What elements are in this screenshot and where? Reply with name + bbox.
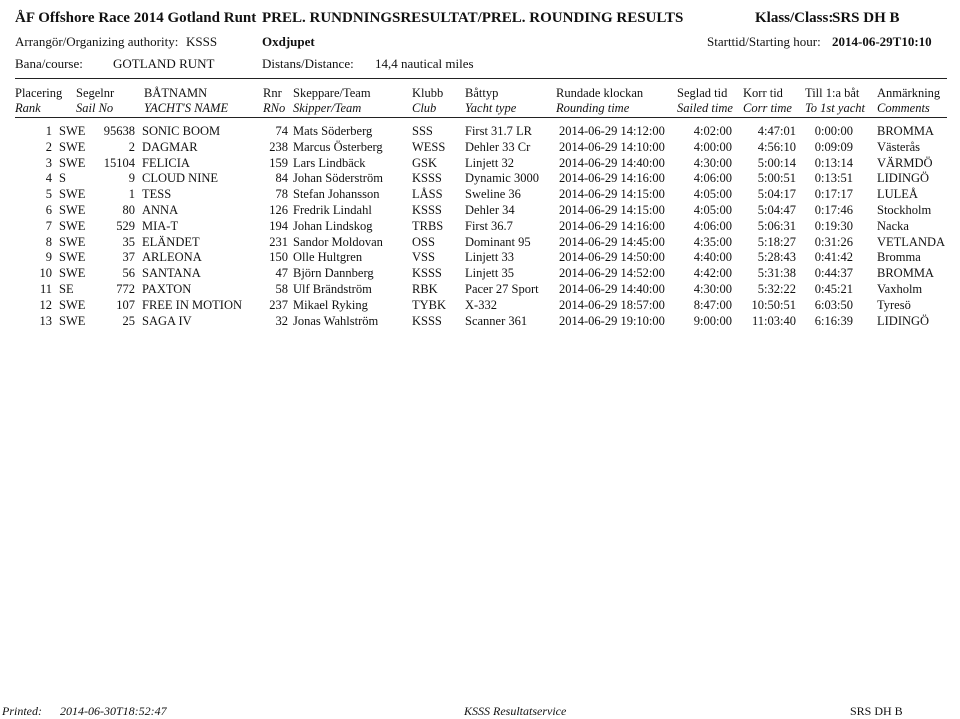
table-row <box>0 266 960 282</box>
cell-name: SONIC BOOM <box>142 124 221 138</box>
cell-comment: BROMMA <box>877 124 934 138</box>
column-divider <box>15 117 947 118</box>
cell-sailed: 4:00:00 <box>693 139 732 154</box>
column-heading-sv: Båttyp <box>465 86 499 100</box>
cell-to-first: 0:17:17 <box>814 187 853 202</box>
cell-club: TYBK <box>412 297 447 312</box>
cell-rank: 5 <box>45 187 52 202</box>
cell-to-first: 0:41:42 <box>814 250 853 265</box>
cell-type: Dominant 95 <box>465 234 531 249</box>
cell-sail: 772 <box>116 282 135 296</box>
cell-corr: 5:04:17 <box>757 187 796 202</box>
cell-rank: 2 <box>45 139 52 154</box>
cell-to-first: 0:13:14 <box>814 155 853 170</box>
cell-sailed: 8:47:00 <box>693 297 732 312</box>
cell-club: GSK <box>412 155 438 170</box>
cell-comment: Stockholm <box>877 203 932 217</box>
cell-to-first: 0:09:09 <box>814 139 853 154</box>
cell-name: FELICIA <box>142 155 190 170</box>
cell-rounding: 2014-06-29 14:16:00 <box>559 218 665 233</box>
cell-sail: 2 <box>128 139 135 154</box>
cell-name: FREE IN MOTION <box>142 297 242 312</box>
cell-rnr: 84 <box>275 171 288 186</box>
cell-sailed: 4:30:00 <box>693 282 732 296</box>
cell-rnr: 74 <box>275 124 288 138</box>
cell-club: WESS <box>412 139 446 154</box>
cell-club: LÅSS <box>412 187 443 202</box>
organizer-value: KSSS <box>186 34 218 49</box>
cell-rnr: 231 <box>269 234 288 249</box>
column-heading-en: Sailed time <box>677 101 733 115</box>
cell-name: SAGA IV <box>142 313 192 328</box>
table-row <box>0 219 960 235</box>
cell-skipper: Björn Dannberg <box>293 266 374 281</box>
cell-comment: LIDINGÖ <box>877 313 930 328</box>
cell-nat: SWE <box>59 234 86 249</box>
cell-name: ARLEONA <box>142 250 202 265</box>
cell-nat: SWE <box>59 250 86 265</box>
cell-club: KSSS <box>412 203 442 217</box>
cell-type: Linjett 35 <box>465 266 514 281</box>
cell-to-first: 0:45:21 <box>814 282 853 296</box>
cell-corr: 5:18:27 <box>757 234 796 249</box>
cell-to-first: 0:44:37 <box>814 266 853 281</box>
cell-skipper: Marcus Österberg <box>293 139 383 154</box>
cell-club: VSS <box>412 250 435 265</box>
cell-skipper: Johan Lindskog <box>293 218 373 233</box>
cell-skipper: Jonas Wahlström <box>293 313 379 328</box>
cell-rnr: 238 <box>269 139 288 154</box>
cell-club: TRBS <box>412 218 444 233</box>
cell-type: Dynamic 3000 <box>465 171 539 186</box>
cell-sail: 95638 <box>103 124 135 138</box>
column-heading-en: Club <box>412 101 437 115</box>
cell-rounding: 2014-06-29 14:50:00 <box>559 250 665 265</box>
cell-name: ANNA <box>142 203 179 217</box>
cell-corr: 5:00:51 <box>757 171 796 186</box>
cell-corr: 10:50:51 <box>751 297 796 312</box>
cell-type: First 36.7 <box>465 218 513 233</box>
table-row <box>0 298 960 314</box>
cell-comment: VÄRMDÖ <box>877 155 933 170</box>
cell-sailed: 4:06:00 <box>693 171 732 186</box>
cell-rnr: 78 <box>275 187 288 202</box>
cell-to-first: 0:19:30 <box>814 218 853 233</box>
cell-rnr: 126 <box>269 203 288 217</box>
cell-name: MIA-T <box>142 218 179 233</box>
cell-to-first: 0:17:46 <box>814 203 853 217</box>
cell-skipper: Olle Hultgren <box>293 250 363 265</box>
cell-sailed: 4:42:00 <box>693 266 732 281</box>
cell-corr: 5:32:22 <box>757 282 796 296</box>
cell-to-first: 0:31:26 <box>814 234 853 249</box>
cell-type: Dehler 33 Cr <box>465 139 531 154</box>
race-title: ÅF Offshore Race 2014 Gotland Runt <box>15 10 257 26</box>
organizer-label: Arrangör/Organizing authority: <box>15 34 179 49</box>
cell-type: Dehler 34 <box>465 203 515 217</box>
cell-sail: 56 <box>122 266 135 281</box>
cell-rank: 7 <box>45 218 52 233</box>
cell-to-first: 0:13:51 <box>814 171 853 186</box>
rounding-point: Oxdjupet <box>262 34 315 49</box>
cell-skipper: Johan Söderström <box>293 171 383 186</box>
cell-rounding: 2014-06-29 14:40:00 <box>559 155 665 170</box>
column-heading-sv: Placering <box>15 86 63 100</box>
cell-name: CLOUD NINE <box>142 171 219 186</box>
cell-corr: 5:31:38 <box>757 266 796 281</box>
cell-sail: 15104 <box>103 155 135 170</box>
cell-comment: LIDINGÖ <box>877 171 930 186</box>
cell-rnr: 159 <box>269 155 288 170</box>
cell-rank: 1 <box>45 124 52 138</box>
table-row <box>0 282 960 298</box>
start-label: Starttid/Starting hour: <box>707 34 821 49</box>
table-row <box>0 203 960 219</box>
cell-type: X-332 <box>465 297 497 312</box>
cell-corr: 11:03:40 <box>752 313 796 328</box>
cell-comment: LULEÅ <box>877 187 918 202</box>
cell-rounding: 2014-06-29 14:16:00 <box>559 171 665 186</box>
cell-rnr: 58 <box>275 282 288 296</box>
cell-rounding: 2014-06-29 14:15:00 <box>559 187 665 202</box>
column-heading-en: To 1st yacht <box>805 101 865 115</box>
cell-rank: 6 <box>45 203 52 217</box>
cell-club: OSS <box>412 234 435 249</box>
cell-type: Linjett 33 <box>465 250 514 265</box>
table-row <box>0 250 960 266</box>
result-title: PREL. RUNDNINGSRESULTAT/PREL. ROUNDING RESULTS <box>262 10 684 26</box>
cell-sailed: 9:00:00 <box>693 313 732 328</box>
cell-rounding: 2014-06-29 14:12:00 <box>559 124 665 138</box>
class-value: SRS DH B <box>832 10 900 26</box>
service-name: KSSS Resultatservice <box>464 704 567 718</box>
cell-rnr: 47 <box>275 266 288 281</box>
column-heading-en: Skipper/Team <box>293 101 362 115</box>
cell-skipper: Mats Söderberg <box>293 124 373 138</box>
cell-skipper: Sandor Moldovan <box>293 234 383 249</box>
start-value: 2014-06-29T10:10 <box>832 34 932 49</box>
cell-rounding: 2014-06-29 18:57:00 <box>559 297 665 312</box>
cell-type: Pacer 27 Sport <box>465 282 539 296</box>
cell-nat: SWE <box>59 266 86 281</box>
cell-sailed: 4:02:00 <box>693 124 732 138</box>
course-label: Bana/course: <box>15 56 83 71</box>
cell-rank: 8 <box>45 234 52 249</box>
cell-rounding: 2014-06-29 19:10:00 <box>559 313 665 328</box>
column-heading-sv: Rundade klockan <box>556 86 644 100</box>
cell-nat: SWE <box>59 313 86 328</box>
cell-corr: 5:06:31 <box>757 218 796 233</box>
cell-club: SSS <box>412 124 433 138</box>
cell-club: RBK <box>412 282 438 296</box>
column-heading-en: Corr time <box>743 101 792 115</box>
cell-nat: SWE <box>59 155 86 170</box>
cell-rnr: 194 <box>269 218 288 233</box>
cell-nat: SE <box>59 282 74 296</box>
cell-type: Scanner 361 <box>465 313 528 328</box>
table-row <box>0 171 960 187</box>
cell-sail: 9 <box>128 171 135 186</box>
column-heading-sv: Klubb <box>412 86 444 100</box>
cell-rnr: 237 <box>269 297 288 312</box>
column-heading-sv: Rnr <box>263 86 282 100</box>
cell-rank: 4 <box>45 171 52 186</box>
table-row <box>0 235 960 251</box>
cell-comment: Västerås <box>877 139 921 154</box>
column-heading-en: YACHT'S NAME <box>144 101 229 115</box>
cell-sail: 1 <box>128 187 135 202</box>
cell-skipper: Ulf Brändström <box>293 282 372 296</box>
cell-rank: 9 <box>45 250 52 265</box>
table-row <box>0 187 960 203</box>
cell-sailed: 4:05:00 <box>693 187 732 202</box>
table-row <box>0 124 960 140</box>
table-row <box>0 314 960 330</box>
column-heading-sv: Anmärkning <box>877 86 941 100</box>
column-heading-sv: Seglad tid <box>677 86 728 100</box>
cell-rank: 11 <box>39 282 52 296</box>
cell-corr: 5:00:14 <box>757 155 796 170</box>
cell-rnr: 32 <box>275 313 288 328</box>
cell-comment: VETLANDA <box>877 234 946 249</box>
cell-skipper: Stefan Johansson <box>293 187 380 202</box>
column-heading-en: Rounding time <box>556 101 630 115</box>
cell-type: Sweline 36 <box>465 187 521 202</box>
cell-skipper: Mikael Ryking <box>293 297 368 312</box>
distance-label: Distans/Distance: <box>262 56 354 71</box>
cell-sail: 37 <box>122 250 135 265</box>
cell-rank: 10 <box>39 266 52 281</box>
cell-club: KSSS <box>412 313 442 328</box>
cell-name: PAXTON <box>142 282 192 296</box>
cell-sail: 35 <box>122 234 135 249</box>
cell-rounding: 2014-06-29 14:45:00 <box>559 234 665 249</box>
column-heading-sv: Segelnr <box>76 86 115 100</box>
column-heading-en: Sail No <box>76 101 114 115</box>
footer-class: SRS DH B <box>850 704 903 718</box>
cell-comment: Nacka <box>877 218 909 233</box>
cell-name: TESS <box>142 187 172 202</box>
cell-rank: 12 <box>39 297 52 312</box>
column-heading-en: Comments <box>877 101 930 115</box>
cell-club: KSSS <box>412 171 442 186</box>
cell-rnr: 150 <box>269 250 288 265</box>
cell-rounding: 2014-06-29 14:40:00 <box>559 282 665 296</box>
cell-comment: Tyresö <box>877 297 911 312</box>
cell-sail: 80 <box>122 203 135 217</box>
cell-to-first: 0:00:00 <box>814 124 853 138</box>
cell-comment: Bromma <box>877 250 921 265</box>
cell-sail: 529 <box>116 218 135 233</box>
cell-type: First 31.7 LR <box>465 124 533 138</box>
cell-comment: Vaxholm <box>877 282 923 296</box>
cell-corr: 4:56:10 <box>757 139 796 154</box>
cell-sailed: 4:40:00 <box>693 250 732 265</box>
cell-nat: S <box>59 171 66 186</box>
cell-rank: 3 <box>45 155 52 170</box>
cell-skipper: Fredrik Lindahl <box>293 203 372 217</box>
printed-value: 2014-06-30T18:52:47 <box>60 704 167 718</box>
cell-comment: BROMMA <box>877 266 934 281</box>
printed-label: Printed: <box>2 704 42 718</box>
cell-skipper: Lars Lindbäck <box>293 155 366 170</box>
course-value: GOTLAND RUNT <box>113 56 215 71</box>
cell-corr: 5:28:43 <box>757 250 796 265</box>
cell-rounding: 2014-06-29 14:15:00 <box>559 203 665 217</box>
table-row <box>0 156 960 172</box>
cell-to-first: 6:03:50 <box>814 297 853 312</box>
cell-type: Linjett 32 <box>465 155 514 170</box>
cell-nat: SWE <box>59 187 86 202</box>
cell-name: DAGMAR <box>142 139 198 154</box>
cell-nat: SWE <box>59 297 86 312</box>
table-row <box>0 140 960 156</box>
cell-nat: SWE <box>59 218 86 233</box>
cell-corr: 4:47:01 <box>757 124 796 138</box>
cell-rounding: 2014-06-29 14:52:00 <box>559 266 665 281</box>
cell-name: SANTANA <box>142 266 201 281</box>
cell-to-first: 6:16:39 <box>814 313 853 328</box>
cell-rank: 13 <box>39 313 52 328</box>
cell-rounding: 2014-06-29 14:10:00 <box>559 139 665 154</box>
cell-corr: 5:04:47 <box>757 203 796 217</box>
column-heading-sv: BÅTNAMN <box>144 86 208 100</box>
header-divider <box>15 78 947 79</box>
column-heading-en: Yacht type <box>465 101 517 115</box>
cell-name: ELÄNDET <box>142 234 200 249</box>
column-heading-en: Rank <box>15 101 41 115</box>
cell-nat: SWE <box>59 124 86 138</box>
column-heading-sv: Skeppare/Team <box>293 86 371 100</box>
column-heading-en: RNo <box>263 101 286 115</box>
cell-club: KSSS <box>412 266 442 281</box>
distance-value: 14,4 nautical miles <box>375 56 474 71</box>
cell-sail: 107 <box>116 297 135 312</box>
cell-nat: SWE <box>59 139 86 154</box>
cell-sailed: 4:05:00 <box>693 203 732 217</box>
column-heading-sv: Till 1:a båt <box>805 86 860 100</box>
column-heading-sv: Korr tid <box>743 86 783 100</box>
cell-sail: 25 <box>122 313 135 328</box>
cell-sailed: 4:35:00 <box>693 234 732 249</box>
cell-nat: SWE <box>59 203 86 217</box>
cell-sailed: 4:06:00 <box>693 218 732 233</box>
class-label: Klass/Class: <box>755 10 834 26</box>
cell-sailed: 4:30:00 <box>693 155 732 170</box>
